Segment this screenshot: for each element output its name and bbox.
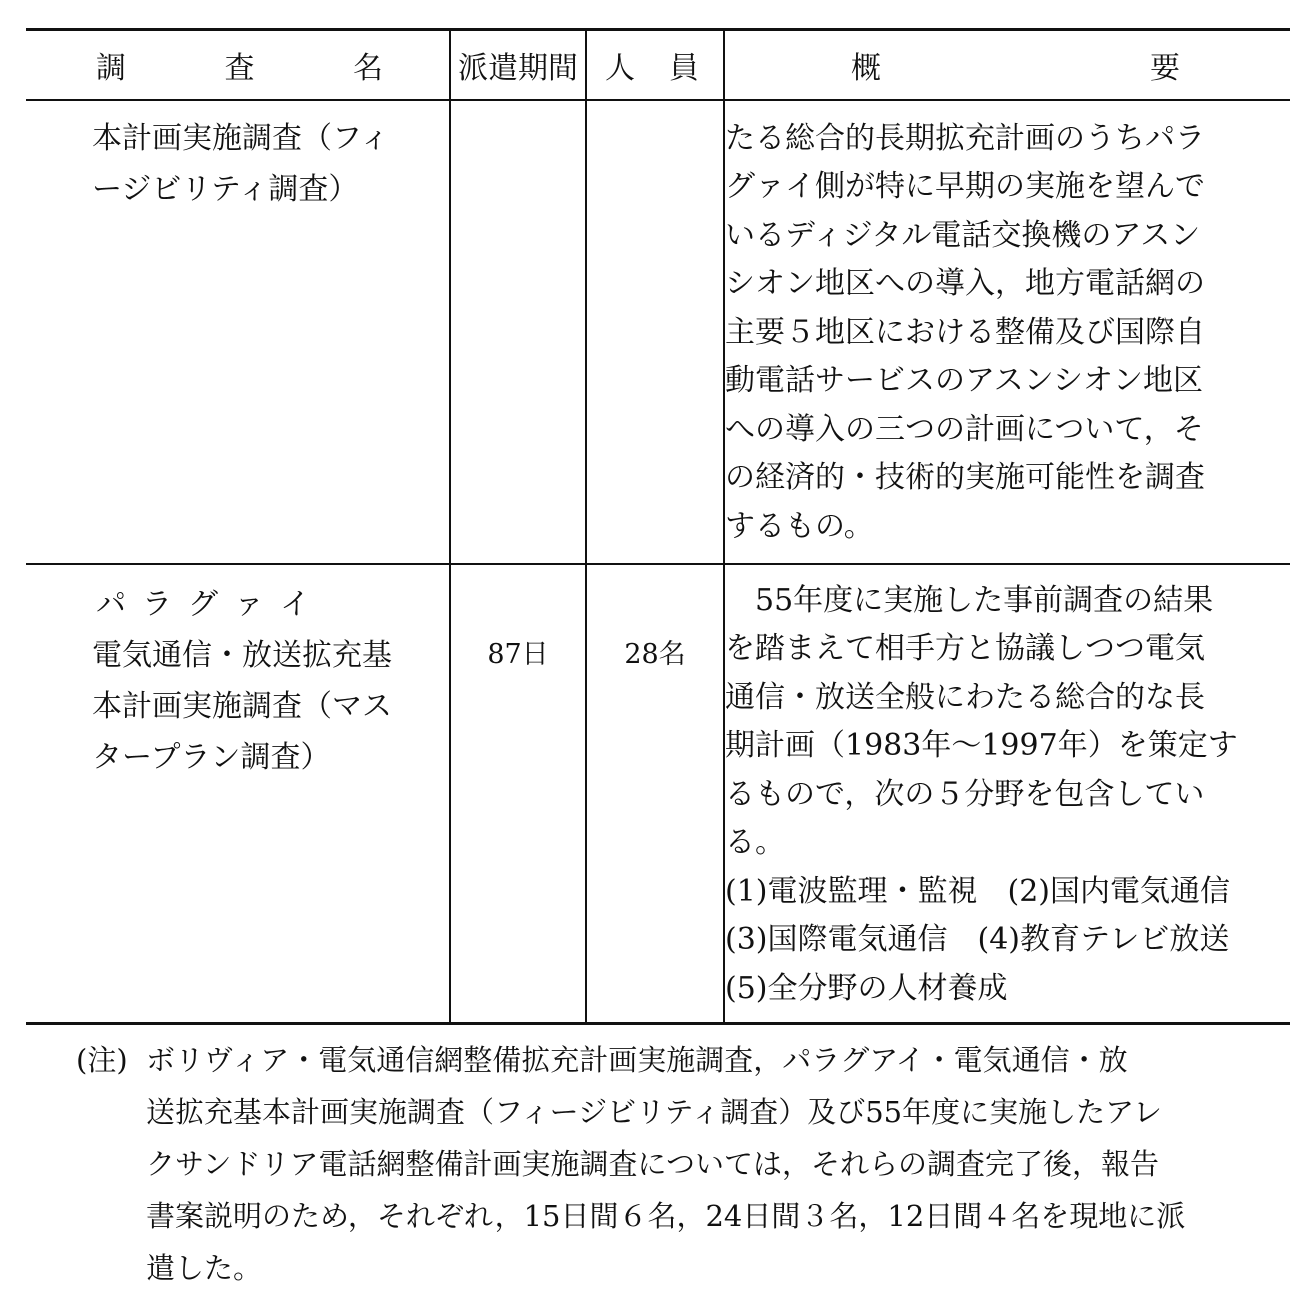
header-staff: 人 員 <box>586 30 724 100</box>
footnote-text: ボリヴィア・電気通信網整備拡充計画実施調査，パラグアイ・電気通信・放 <box>146 1043 1128 1077</box>
footnote-text: 送拡充基本計画実施調査（フィージビリティ調査）及び55年度に実施したアレ <box>146 1095 1162 1129</box>
staff-count-cell <box>586 564 724 1024</box>
header-summary: 概 要 <box>724 30 1290 100</box>
header-dispatch-period: 派遣期間 <box>450 30 586 100</box>
footnote-label: (注) <box>76 1043 128 1077</box>
survey-name-cell: パラグァイ 電気通信・放送拡充基 本計画実施調査（マス タープラン調査） <box>26 564 450 1024</box>
survey-table <box>26 28 1290 1025</box>
footnote <box>76 1034 1296 1294</box>
footnote-text: 書案説明のため，それぞれ，15日間６名，24日間３名，12日間４名を現地に派 <box>146 1199 1186 1233</box>
summary-cell: たる総合的長期拡充計画のうちパラ グァイ側が特に早期の実施を望んで いるディジタル電話交換機のアスン シオン地区への導入，地方電話網の 主要５地区における整備及び国際自 動電話サービスのアスンシオン地区 への導入の三つの計画について，そ の経済的・技術的実施可能性を調査 するもの。 <box>724 100 1290 564</box>
header-survey-name: 調 査 名 <box>26 30 450 100</box>
survey-name-cell: 本計画実施調査（フィ ージビリティ調査） <box>26 100 450 564</box>
table-header-row <box>26 30 1290 100</box>
staff-count-cell <box>586 100 724 564</box>
summary-cell: 55年度に実施した事前調査の結果 を踏まえて相手方と協議しつつ電気 通信・放送全般にわたる総合的な長 期計画（1983年～1997年）を策定す るもので，次の５分野を包含してい る。 (1)電波監理・監視 (2)国内電気通信 (3)国際電気通信 (4)教育テレビ放送 (5)全分野の人材養成 <box>724 564 1290 1024</box>
staff-count-value: 28名 <box>624 638 686 670</box>
dispatch-period-value: 87日 <box>487 638 549 670</box>
dispatch-period-cell <box>450 564 586 1024</box>
table-row <box>26 100 1290 564</box>
footnote-text: 遣した。 <box>146 1251 263 1285</box>
table-row <box>26 564 1290 1024</box>
dispatch-period-cell <box>450 100 586 564</box>
footnote-text: クサンドリア電話網整備計画実施調査については，それらの調査完了後，報告 <box>146 1147 1159 1181</box>
